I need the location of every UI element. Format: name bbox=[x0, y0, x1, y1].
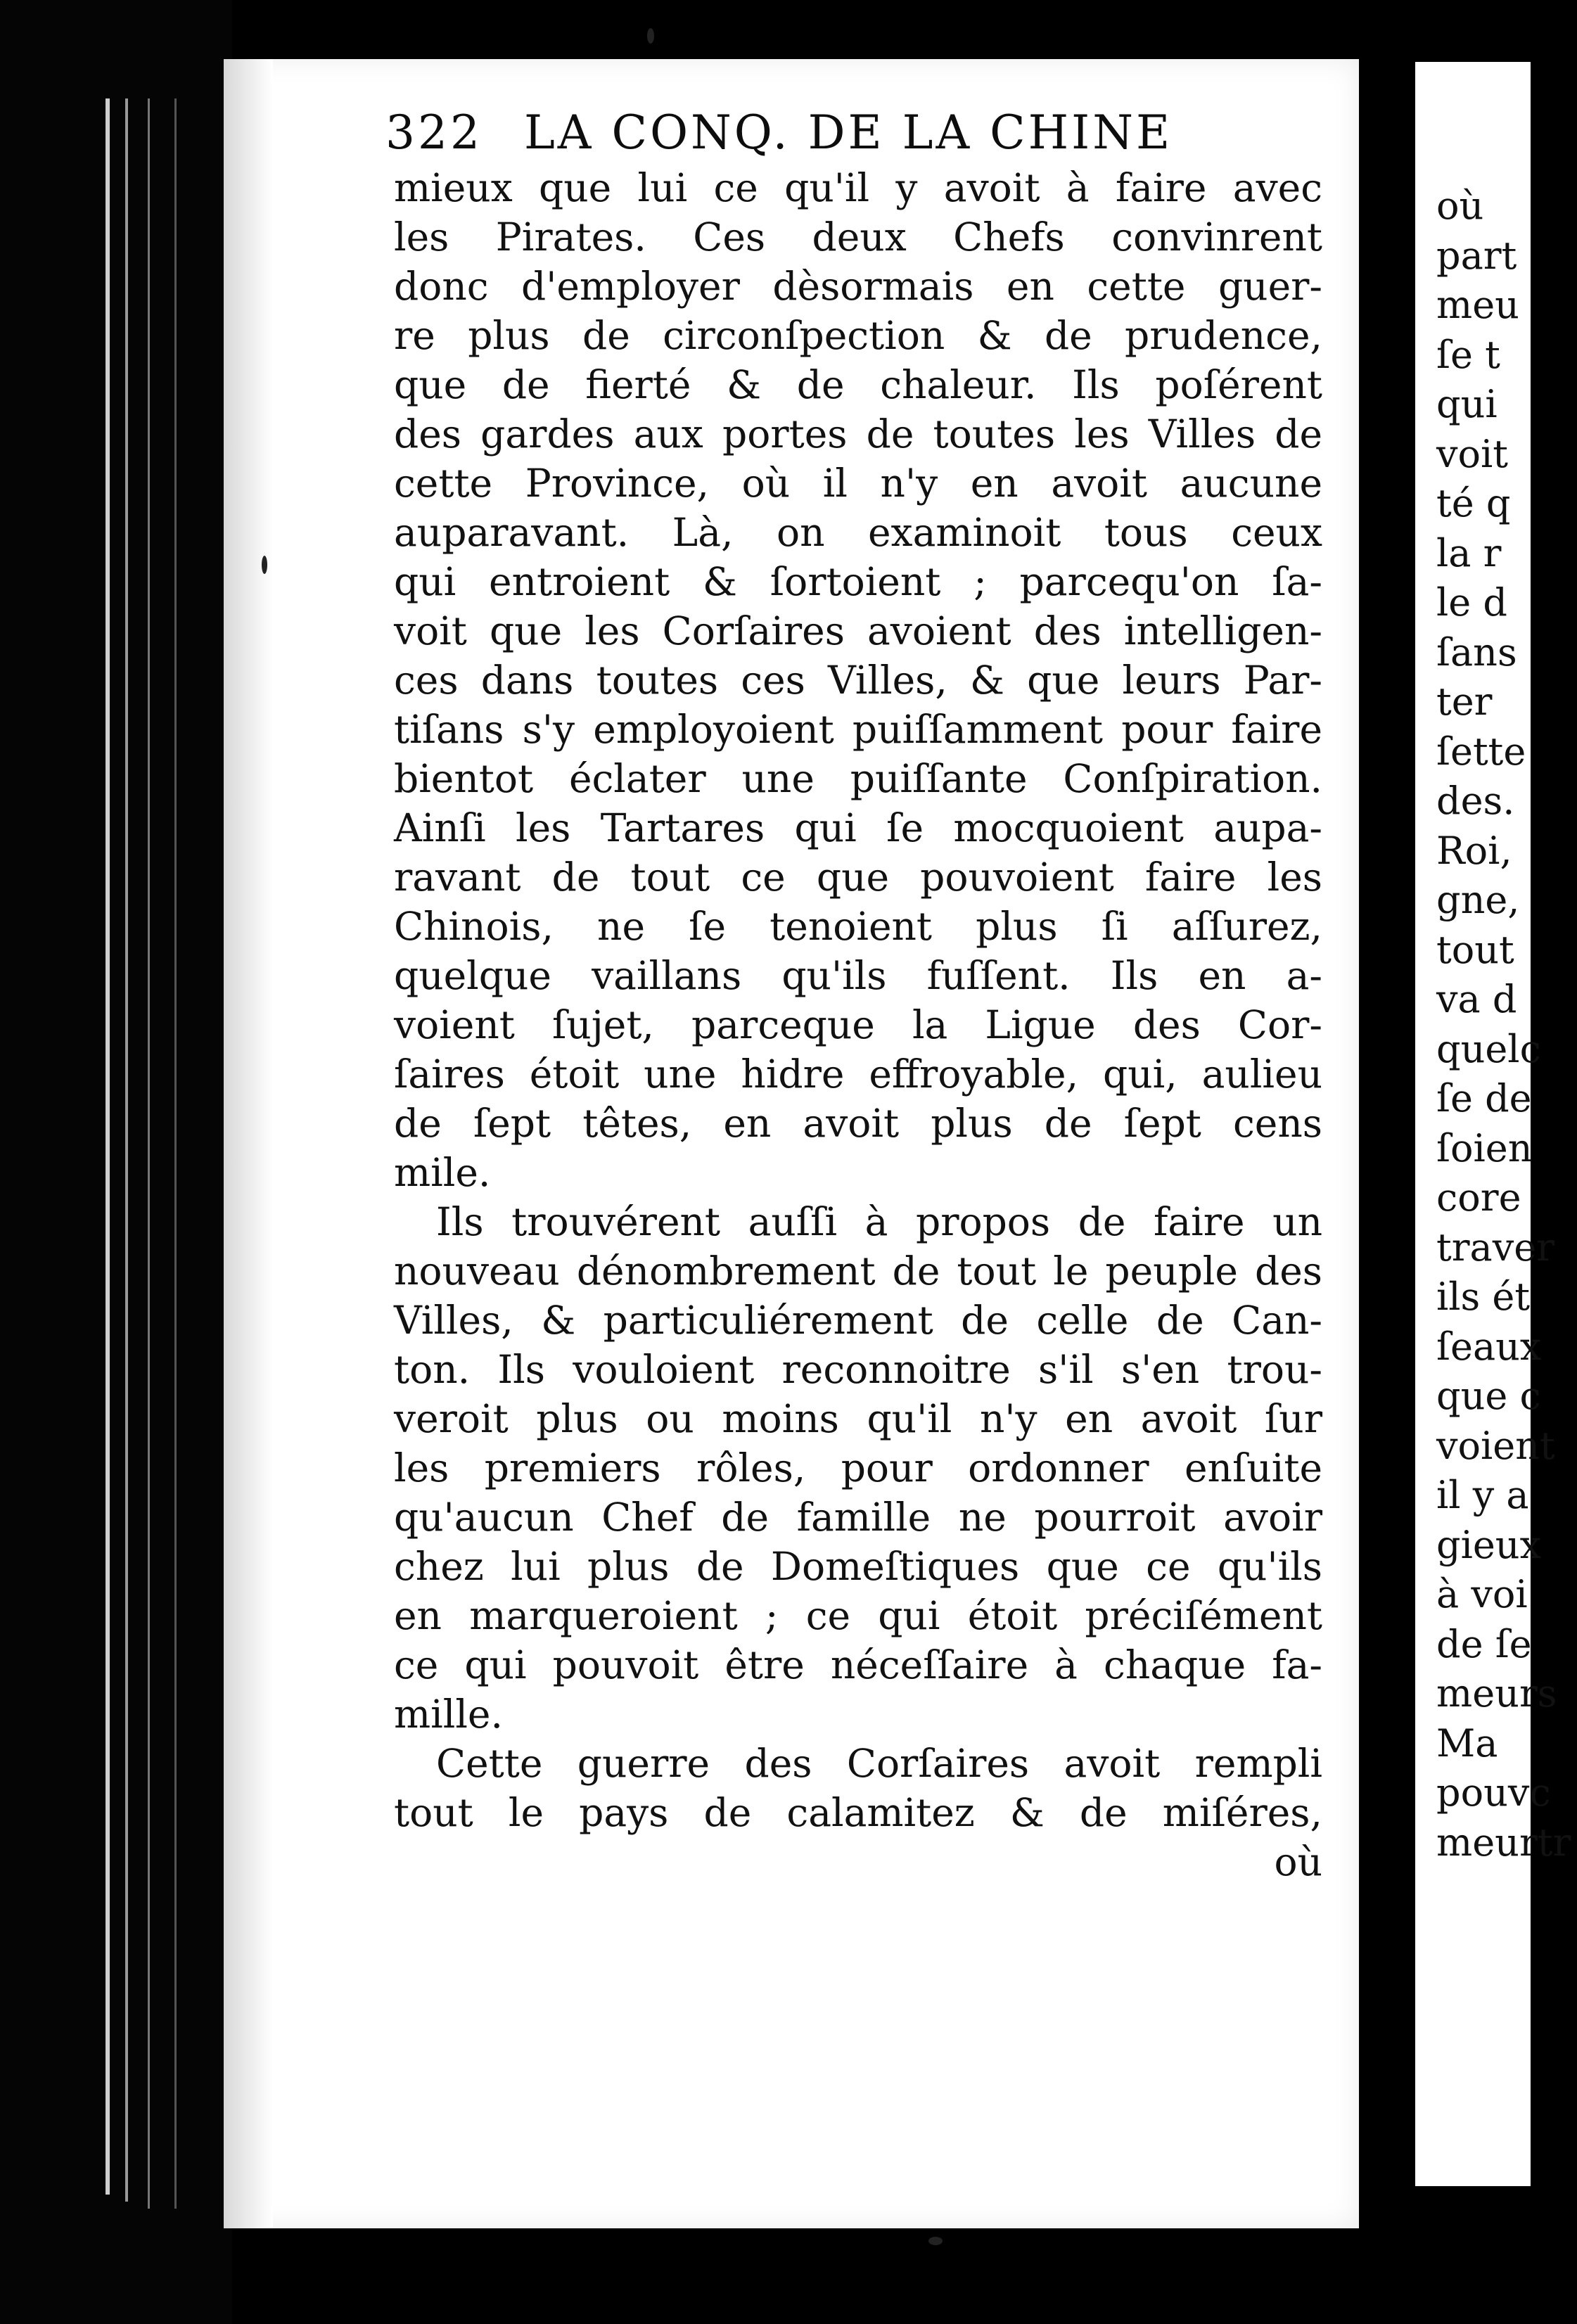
facing-text-line: où bbox=[1436, 184, 1484, 228]
text-line: en marqueroient ; ce qui étoit préciſément bbox=[394, 1593, 1322, 1638]
text-line: des gardes aux portes de toutes les Villes de bbox=[394, 411, 1322, 456]
page-stack-line bbox=[106, 98, 110, 2195]
facing-text-line: Ma bbox=[1436, 1720, 1498, 1766]
book-gutter bbox=[1359, 0, 1415, 2324]
page-number: 322 bbox=[385, 106, 483, 160]
ink-speck bbox=[928, 2237, 943, 2245]
text-line: Chinois, ne ſe tenoient plus ſi aſſurez, bbox=[394, 904, 1322, 949]
text-line: les Pirates. Ces deux Chefs convinrent bbox=[394, 215, 1322, 260]
text-line: mile. bbox=[394, 1150, 491, 1195]
facing-text-line: voit bbox=[1436, 431, 1508, 476]
text-line: voient ſujet, parceque la Ligue des Cor- bbox=[394, 1002, 1322, 1047]
facing-text-line: meurs bbox=[1436, 1671, 1557, 1716]
catchword: où bbox=[1274, 1839, 1322, 1884]
facing-text-line: Roi, bbox=[1436, 828, 1512, 873]
facing-page-text bbox=[1436, 181, 1577, 1868]
text-line: Cette guerre des Corſaires avoit rempli bbox=[436, 1741, 1322, 1786]
facing-text-line: voient bbox=[1436, 1423, 1555, 1468]
facing-text-line: ſeaux bbox=[1436, 1324, 1542, 1369]
page-stack-line bbox=[148, 98, 150, 2209]
text-line: cette Province, où il n'y en avoit aucune bbox=[394, 461, 1322, 506]
text-line: chez lui plus de Domeſtiques que ce qu'ils bbox=[394, 1544, 1322, 1589]
running-head bbox=[385, 106, 1230, 160]
page-stack-line bbox=[174, 98, 177, 2209]
facing-text-line: le d bbox=[1436, 580, 1507, 625]
page-body-text bbox=[394, 163, 1322, 1886]
facing-text-line: traver bbox=[1436, 1225, 1554, 1270]
ink-speck bbox=[647, 28, 654, 44]
text-line: tout le pays de calamitez & de miſéres, bbox=[394, 1790, 1322, 1835]
facing-text-line: core bbox=[1436, 1175, 1521, 1220]
facing-page bbox=[1415, 62, 1571, 2186]
text-line: qui entroient & ſortoient ; parcequ'on ſa- bbox=[394, 559, 1322, 604]
text-line: Ainſi les Tartares qui ſe mocquoient aupa- bbox=[394, 805, 1322, 850]
text-line: qu'aucun Chef de famille ne pourroit avoir bbox=[394, 1495, 1322, 1540]
page-stack-line bbox=[125, 98, 128, 2202]
facing-text-line: ils ét bbox=[1436, 1275, 1531, 1319]
text-line: nouveau dénombrement de tout le peuple des bbox=[394, 1249, 1322, 1294]
facing-text-line: qui bbox=[1436, 382, 1498, 426]
text-line: quelque vaillans qu'ils fuſſent. Ils en a- bbox=[394, 953, 1322, 998]
text-line: de ſept têtes, en avoit plus de ſept cens bbox=[394, 1101, 1322, 1146]
facing-text-line: meu bbox=[1436, 283, 1519, 327]
page-binding-shade bbox=[224, 59, 273, 2228]
facing-text-line: meurtr bbox=[1436, 1820, 1571, 1865]
facing-text-line: ſans bbox=[1436, 630, 1517, 675]
facing-text-line: de ſe bbox=[1436, 1621, 1532, 1666]
text-line: voit que les Corſaires avoient des intelligen- bbox=[394, 608, 1322, 653]
facing-text-line: ter bbox=[1436, 679, 1493, 724]
text-line: mille. bbox=[394, 1692, 503, 1737]
text-line: re plus de circonſpection & de prudence, bbox=[394, 313, 1322, 358]
text-line: ſaires étoit une hidre effroyable, qui, aulieu bbox=[394, 1052, 1322, 1097]
ink-speck bbox=[262, 556, 267, 574]
text-line: tiſans s'y employoient puiſſamment pour faire bbox=[394, 707, 1322, 752]
text-line: mieux que lui ce qu'il y avoit à faire avec bbox=[394, 165, 1322, 210]
text-line: Villes, & particuliérement de celle de Can- bbox=[394, 1298, 1322, 1343]
text-line: veroit plus ou moins qu'il n'y en avoit ſur bbox=[394, 1396, 1322, 1441]
text-line: ces dans toutes ces Villes, & que leurs Par- bbox=[394, 658, 1322, 703]
running-title: LA CONQ. DE LA CHINE bbox=[523, 106, 1173, 160]
text-line: ton. Ils vouloient reconnoitre s'il s'en trou- bbox=[394, 1347, 1322, 1392]
facing-text-line: gne, bbox=[1436, 878, 1520, 922]
text-line: que de fierté & de chaleur. Ils poſérent bbox=[394, 362, 1322, 407]
facing-text-line: à voi bbox=[1436, 1572, 1528, 1616]
facing-text-line: que c bbox=[1436, 1374, 1541, 1418]
facing-text-line: va d bbox=[1436, 977, 1517, 1021]
facing-text-line: ſe t bbox=[1436, 332, 1500, 377]
text-line: Ils trouvérent auſſi à propos de faire un bbox=[436, 1199, 1322, 1244]
text-line: auparavant. Là, on examinoit tous ceux bbox=[394, 510, 1322, 555]
facing-text-line: gieux bbox=[1436, 1522, 1542, 1567]
facing-text-line: ſette bbox=[1436, 729, 1526, 774]
facing-text-line: ſe de bbox=[1436, 1076, 1532, 1120]
text-line: bientot éclater une puiſſante Conſpiration. bbox=[394, 756, 1322, 801]
book-left-edge bbox=[0, 0, 232, 2324]
text-line: ravant de tout ce que pouvoient faire les bbox=[394, 855, 1322, 900]
facing-text-line: des. bbox=[1436, 779, 1515, 823]
facing-text-line: ſoien bbox=[1436, 1125, 1533, 1170]
facing-text-line: il y a bbox=[1436, 1473, 1529, 1517]
text-line: donc d'employer dèsormais en cette guer- bbox=[394, 264, 1322, 309]
facing-text-line: part bbox=[1436, 233, 1517, 278]
text-line: les premiers rôles, pour ordonner enſuite bbox=[394, 1445, 1322, 1490]
facing-text-line: tout bbox=[1436, 927, 1514, 972]
facing-text-line: té q bbox=[1436, 481, 1511, 525]
text-line: ce qui pouvoit être néceſſaire à chaque fa- bbox=[394, 1642, 1322, 1687]
facing-text-line: quelc bbox=[1436, 1026, 1541, 1071]
facing-text-line: pouvc bbox=[1436, 1770, 1551, 1815]
facing-text-line: la r bbox=[1436, 530, 1502, 575]
